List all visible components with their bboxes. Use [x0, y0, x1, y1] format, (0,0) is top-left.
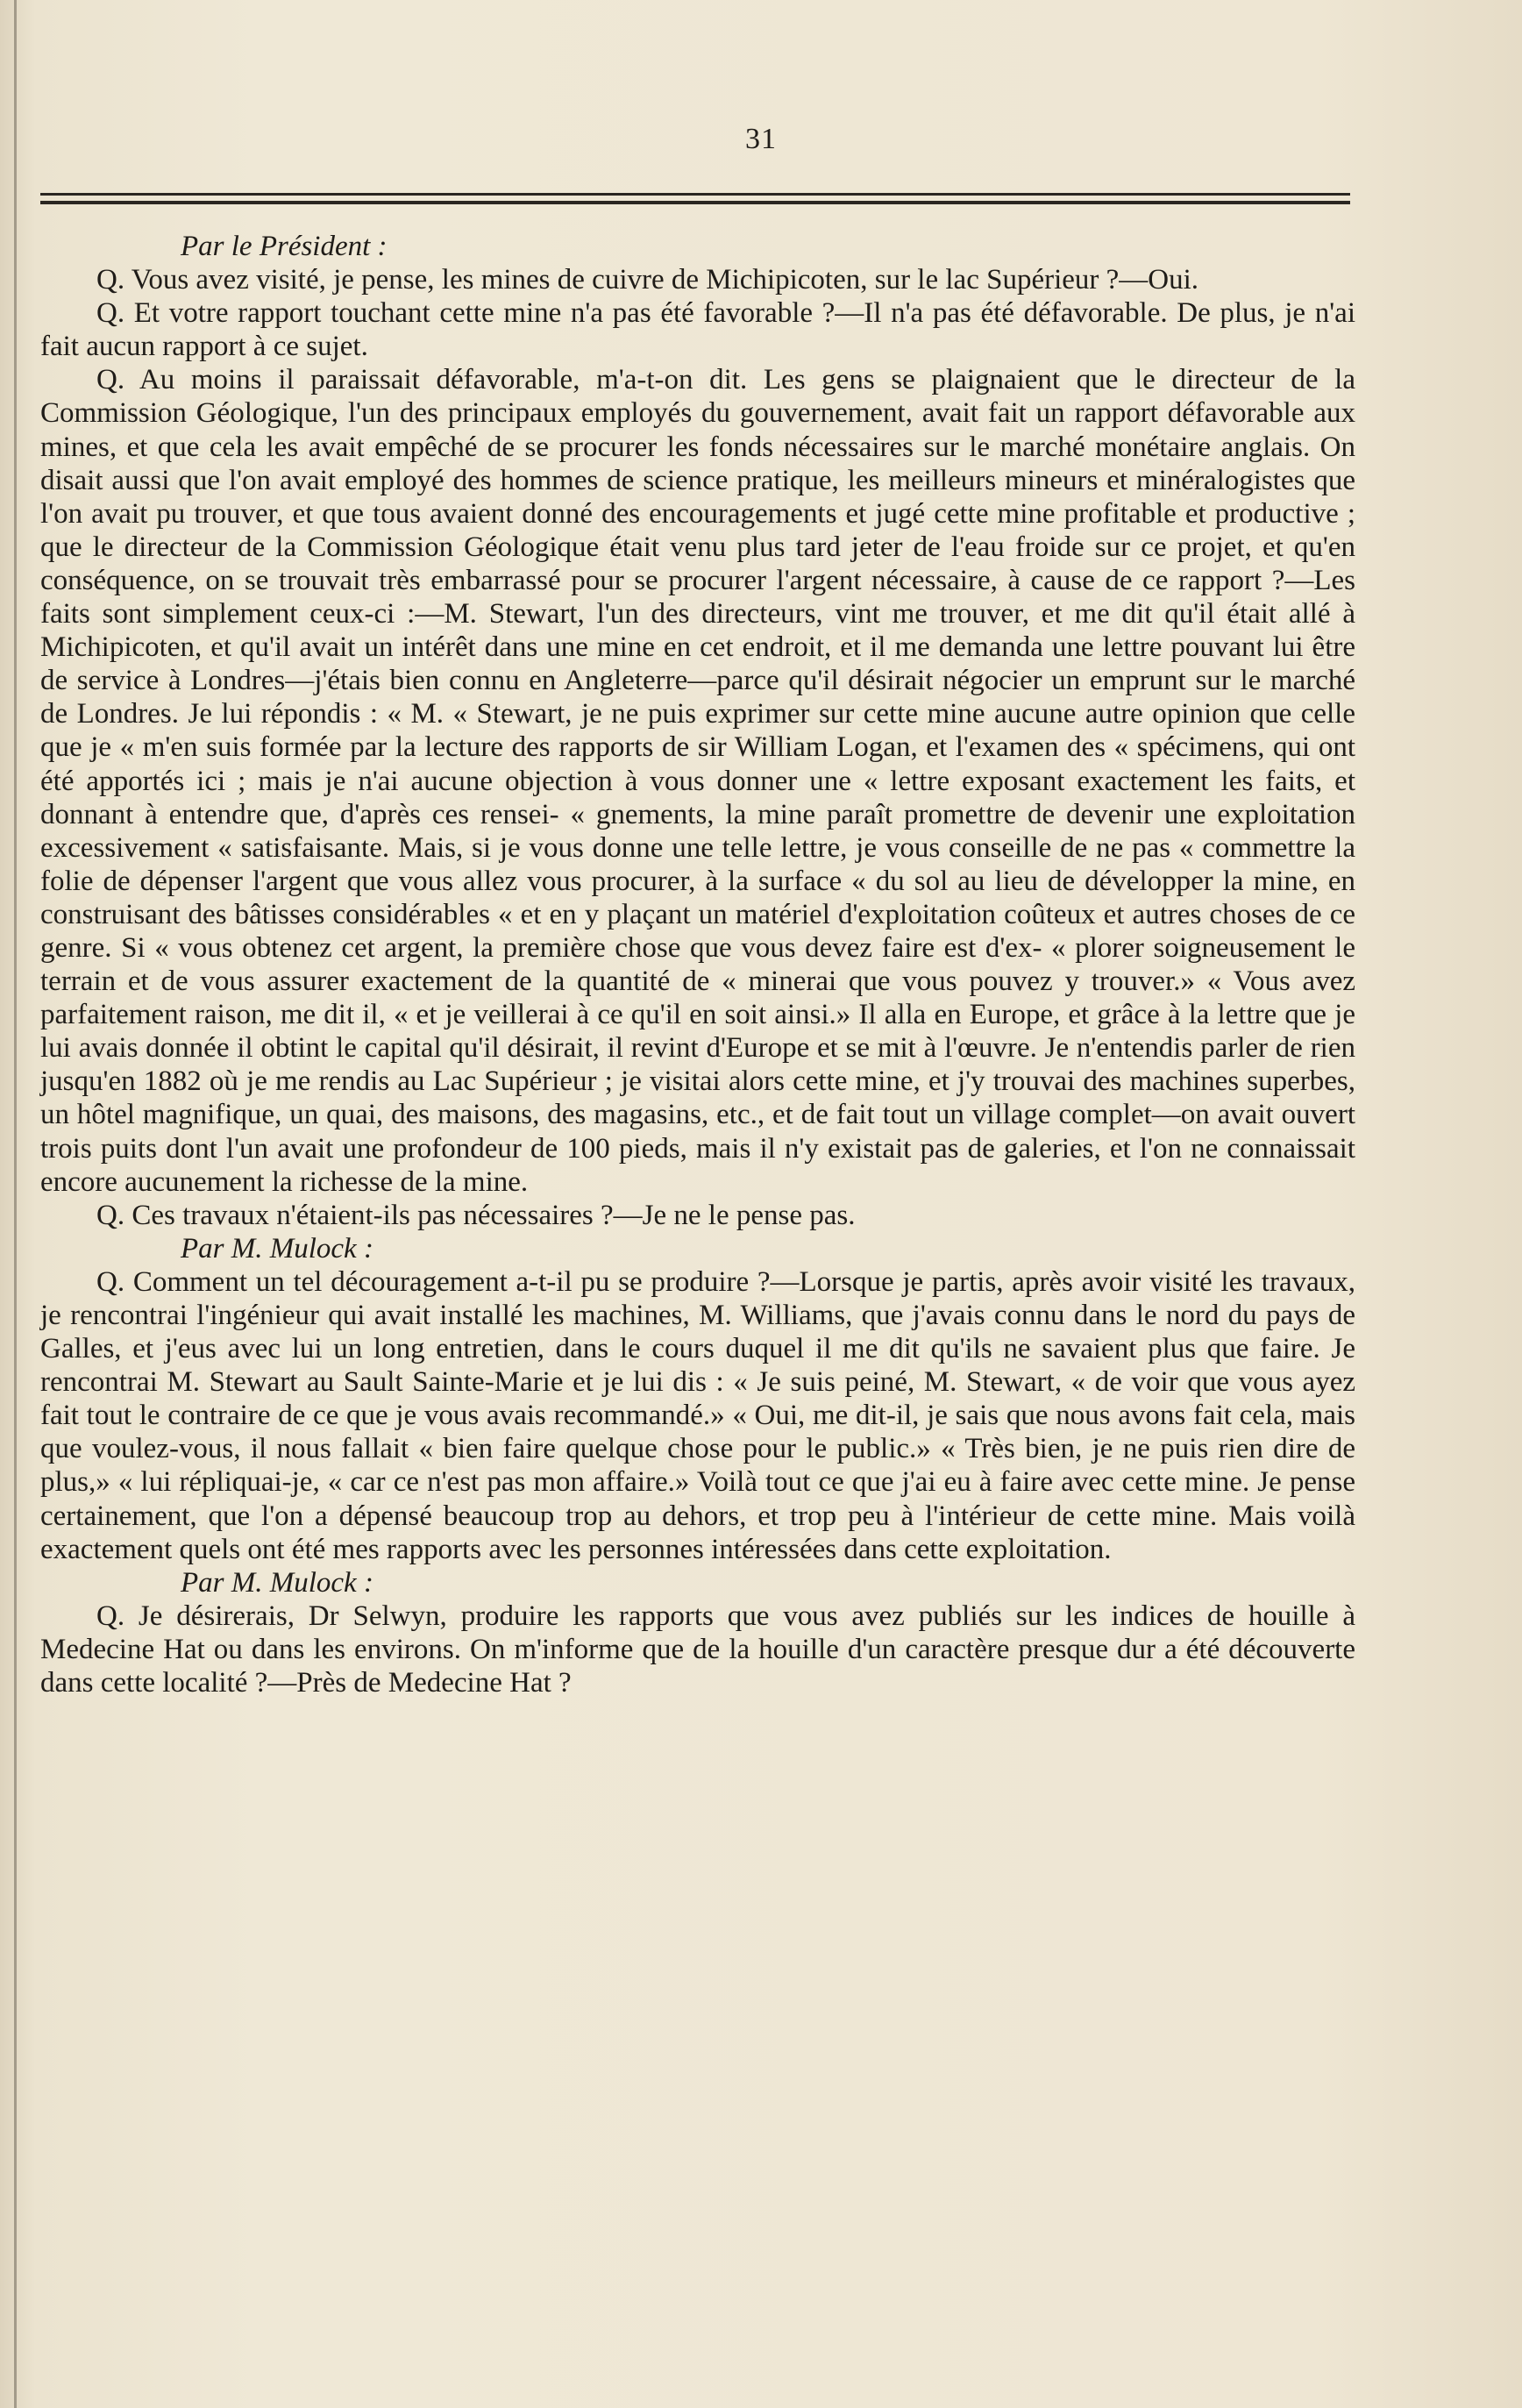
binding-edge — [14, 0, 17, 2408]
body-text — [40, 230, 1355, 1699]
speaker-heading: Par M. Mulock : — [181, 1566, 373, 1599]
paragraph: Q. Je désirerais, Dr Selwyn, produire les rapports que vous avez publiés sur les indices de houille à Medecine Hat ou dans les environs. On m'informe que de la houille d'un caractère presque dur a été découverte dans cette localité ?—Près de Medecine Hat ? — [40, 1599, 1355, 1699]
speaker-heading: Par M. Mulock : — [181, 1232, 373, 1265]
paragraph: Q. Comment un tel découragement a-t-il pu se produire ?—Lorsque je partis, après avoir visité les travaux, je rencontrai l'ingénieur qui avait installé les machines, M. Williams, que j'avais connu dans le nord du pays de Galles, et j'eus avec lui un long entretien, dans le cours duquel il me dit qu'ils ne savaient plus que faire. Je rencontrai M. Stewart au Sault Sainte-Marie et je lui dis : « Je suis peiné, M. Stewart, « de voir que vous ayez fait tout le contraire de ce que je vous avais recommandé.» « Oui, me dit-il, je sais que nous avons fait cela, mais que voulez-vous, il nous fallait « bien faire quelque chose pour le public.» « Très bien, je ne puis rien dire de plus,» « lui répliquai-je, « car ce n'est pas mon affaire.» Voilà tout ce que j'ai eu à faire avec cette mine. Je pense certainement, que l'on a dépensé beaucoup trop au dehors, et trop peu à l'intérieur de cette mine. Mais voilà exactement quels ont été mes rapports avec les personnes intéressées dans cette exploitation. — [40, 1265, 1355, 1565]
speaker-heading: Par le Président : — [181, 231, 388, 262]
paragraph: Q. Ces travaux n'étaient-ils pas nécessaires ?—Je ne le pense pas. — [96, 1199, 856, 1231]
paragraph: Q. Au moins il paraissait défavorable, m'a-t-on dit. Les gens se plaignaient que le directeur de la Commission Géologique, l'un des principaux employés du gouvernement, avait fait un rapport défavorable aux mines, et que cela les avait empêché de se procurer les fonds nécessaires sur le marché monétaire anglais. On disait aussi que l'on avait employé des hommes de science pratique, les meilleurs mineurs et minéralogistes que l'on avait pu trouver, et que tous avaient donné des encouragements et jugé cette mine profitable et productive ; que le directeur de la Commission Géologique était venu plus tard jeter de l'eau froide sur ce projet, et qu'en conséquence, on se trouvait très embarrassé pour se procurer l'argent nécessaire, à cause de ce rapport ?—Les faits sont simplement ceux-ci :—M. Stewart, l'un des directeurs, vint me trouver, et me dit qu'il était allé à Michipicoten, et qu'il avait un intérêt dans une mine en cet endroit, et il me demanda une lettre pouvant lui être de service à Londres—j'étais bien connu en Angleterre—parce qu'il désirait négocier un emprunt sur le marché de Londres. Je lui répondis : « M. « Stewart, je ne puis exprimer sur cette mine aucune autre opinion que celle que je « m'en suis formée par la lecture des rapports de sir William Logan, et l'examen des « spécimens, qui ont été apportés ici ; mais je n'ai aucune objection à vous donner une « lettre exposant exactement les faits, et donnant à entendre que, d'après ces rensei- « gnements, la mine paraît promettre de devenir une exploitation excessivement « satisfaisante. Mais, si je vous donne une telle lettre, je vous conseille de ne pas « commettre la folie de dépenser l'argent que vous allez vous procurer, à la surface « du sol au lieu de développer la mine, en construisant des bâtisses considérables « et en y plaçant un matériel d'exploitation coûteux et autres choses de ce genre. Si « vous obtenez cet argent, la première chose que vous devez faire est d'ex- « plorer soigneusement le terrain et de vous assurer exactement de la quantité de « minerai que vous pouvez y trouver.» « Vous avez parfaitement raison, me dit il, « et je veillerai à ce qu'il en soit ainsi.» Il alla en Europe, et grâce à la lettre que je lui avais donnée il obtint le capital qu'il désirait, il revint d'Europe et se mit à l'œuvre. Je n'entendis parler de rien jusqu'en 1882 où je me rendis au Lac Supérieur ; je visitai alors cette mine, et j'y trouvai des machines superbes, un hôtel magnifique, un quai, des maisons, des magasins, etc., et de fait tout un village complet—on avait ouvert trois puits dont l'un avait une profondeur de 100 pieds, mais il n'y existait pas de galeries, et l'on ne connaissait encore aucunement la richesse de la mine. — [40, 364, 1355, 1198]
paragraph: Q. Vous avez visité, je pense, les mines de cuivre de Michipicoten, sur le lac Supérieur ?—Oui. — [96, 264, 1199, 296]
header-rule-thin — [40, 193, 1350, 196]
page-number: 31 — [745, 123, 777, 155]
paragraph: Q. Et votre rapport touchant cette mine n'a pas été favorable ?—Il n'a pas été défavorable. De plus, je n'ai fait aucun rapport à ce sujet. — [40, 297, 1355, 363]
header-rule-thick — [40, 201, 1350, 204]
